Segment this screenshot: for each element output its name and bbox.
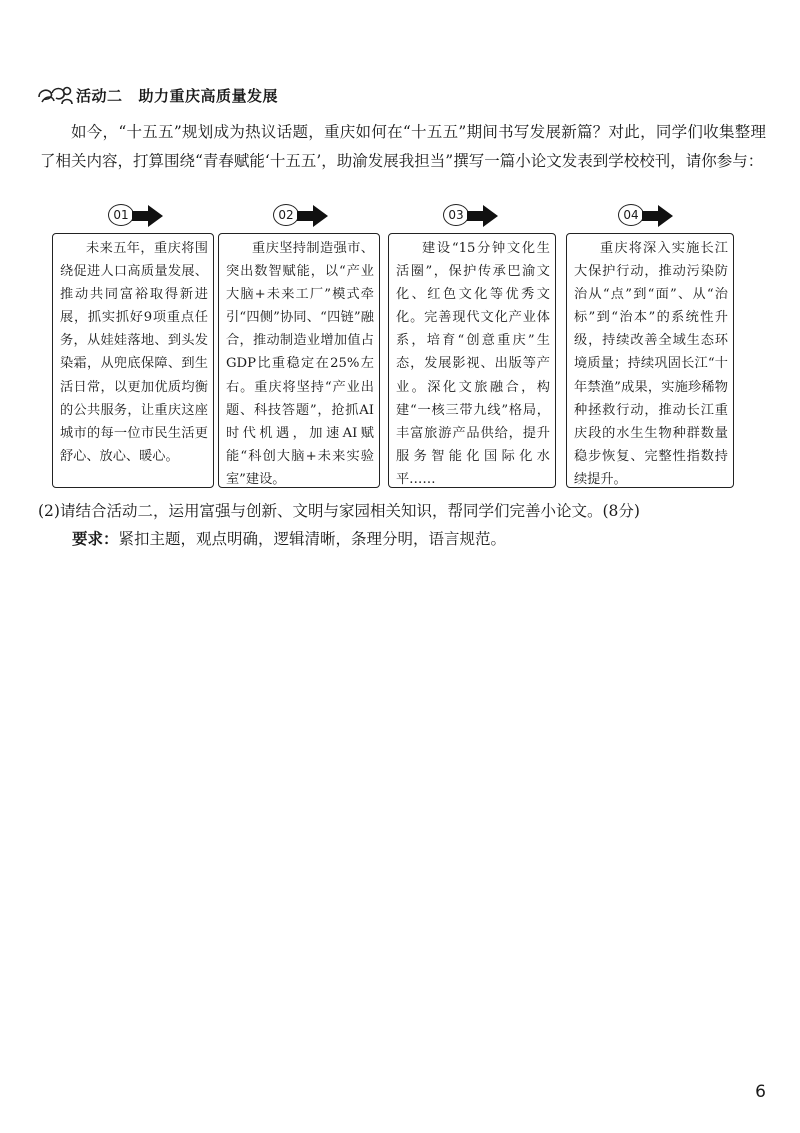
card-number-badge <box>108 204 172 228</box>
card-number: 02 <box>273 204 299 226</box>
card-number: 03 <box>443 204 469 226</box>
activity-name: 活动二 <box>76 86 123 105</box>
card-text: 重庆将深入实施长江大保护行动，推动污染防治从“点”到“面”、从“治标”到“治本”的系统性升级，持续改善全域生态环境质量；持续巩固长江“十年禁渔”成果，实施珍稀物种拯救行动，推动长江重庆段的水生生物种群数量稳步恢复、完整性指数持续提升。 <box>566 233 734 488</box>
activity-title: 助力重庆高质量发展 <box>138 86 279 105</box>
arrow-right-icon <box>467 205 499 227</box>
requirement <box>72 525 506 553</box>
card-number: 04 <box>618 204 644 226</box>
card-text: 未来五年，重庆将围绕促进人口高质量发展、推动共同富裕取得新进展，抓实抓好9项重点任务，从娃娃落地、到头发染霜，从兜底保障、到生活日常，以更加优质均衡的公共服务，让重庆这座城市的每一位市民生活更舒心、放心、暖心。 <box>52 233 214 488</box>
card-number-badge <box>618 204 682 228</box>
card-number-badge <box>443 204 507 228</box>
requirement-text: 紧扣主题，观点明确，逻辑清晰，条理分明，语言规范。 <box>118 530 507 548</box>
arrow-right-icon <box>297 205 329 227</box>
card-number-badge <box>273 204 337 228</box>
activity-heading <box>36 84 278 106</box>
arrow-right-icon <box>132 205 164 227</box>
card-text: 建设“15分钟文化生活圈”，保护传承巴渝文化、红色文化等优秀文化。完善现代文化产业体系，培育“创意重庆”生态，发展影视、出版等产业。深化文旅融合，构建“一核三带九线”格局，丰富旅游产品供给，提升服务智能化国际化水平…… <box>388 233 556 488</box>
requirement-label: 要求： <box>72 530 119 548</box>
dialogue-people-icon <box>36 84 74 106</box>
card-text: 重庆坚持制造强市、突出数智赋能，以“产业大脑+未来工厂”模式牵引“四侧”协同、“四链”融合，推动制造业增加值占GDP比重稳定在25%左右。重庆将坚持“产业出题、科技答题”，抢抓AI时代机遇，加速AI赋能“科创大脑+未来实验室”建设。 <box>218 233 380 488</box>
card-number: 01 <box>108 204 134 226</box>
question-prompt: (2)请结合活动二，运用富强与创新、文明与家园相关知识，帮同学们完善小论文。(8分) <box>38 502 640 520</box>
page-number: 6 <box>755 1082 766 1102</box>
intro-paragraph: 如今，“十五五”规划成为热议话题，重庆如何在“十五五”期间书写发展新篇？对此，同学们收集整理了相关内容，打算围绕“青春赋能‘十五五’，助渝发展我担当”撰写一篇小论文发表到学校校刊，请你参与： <box>40 123 766 170</box>
arrow-right-icon <box>642 205 674 227</box>
